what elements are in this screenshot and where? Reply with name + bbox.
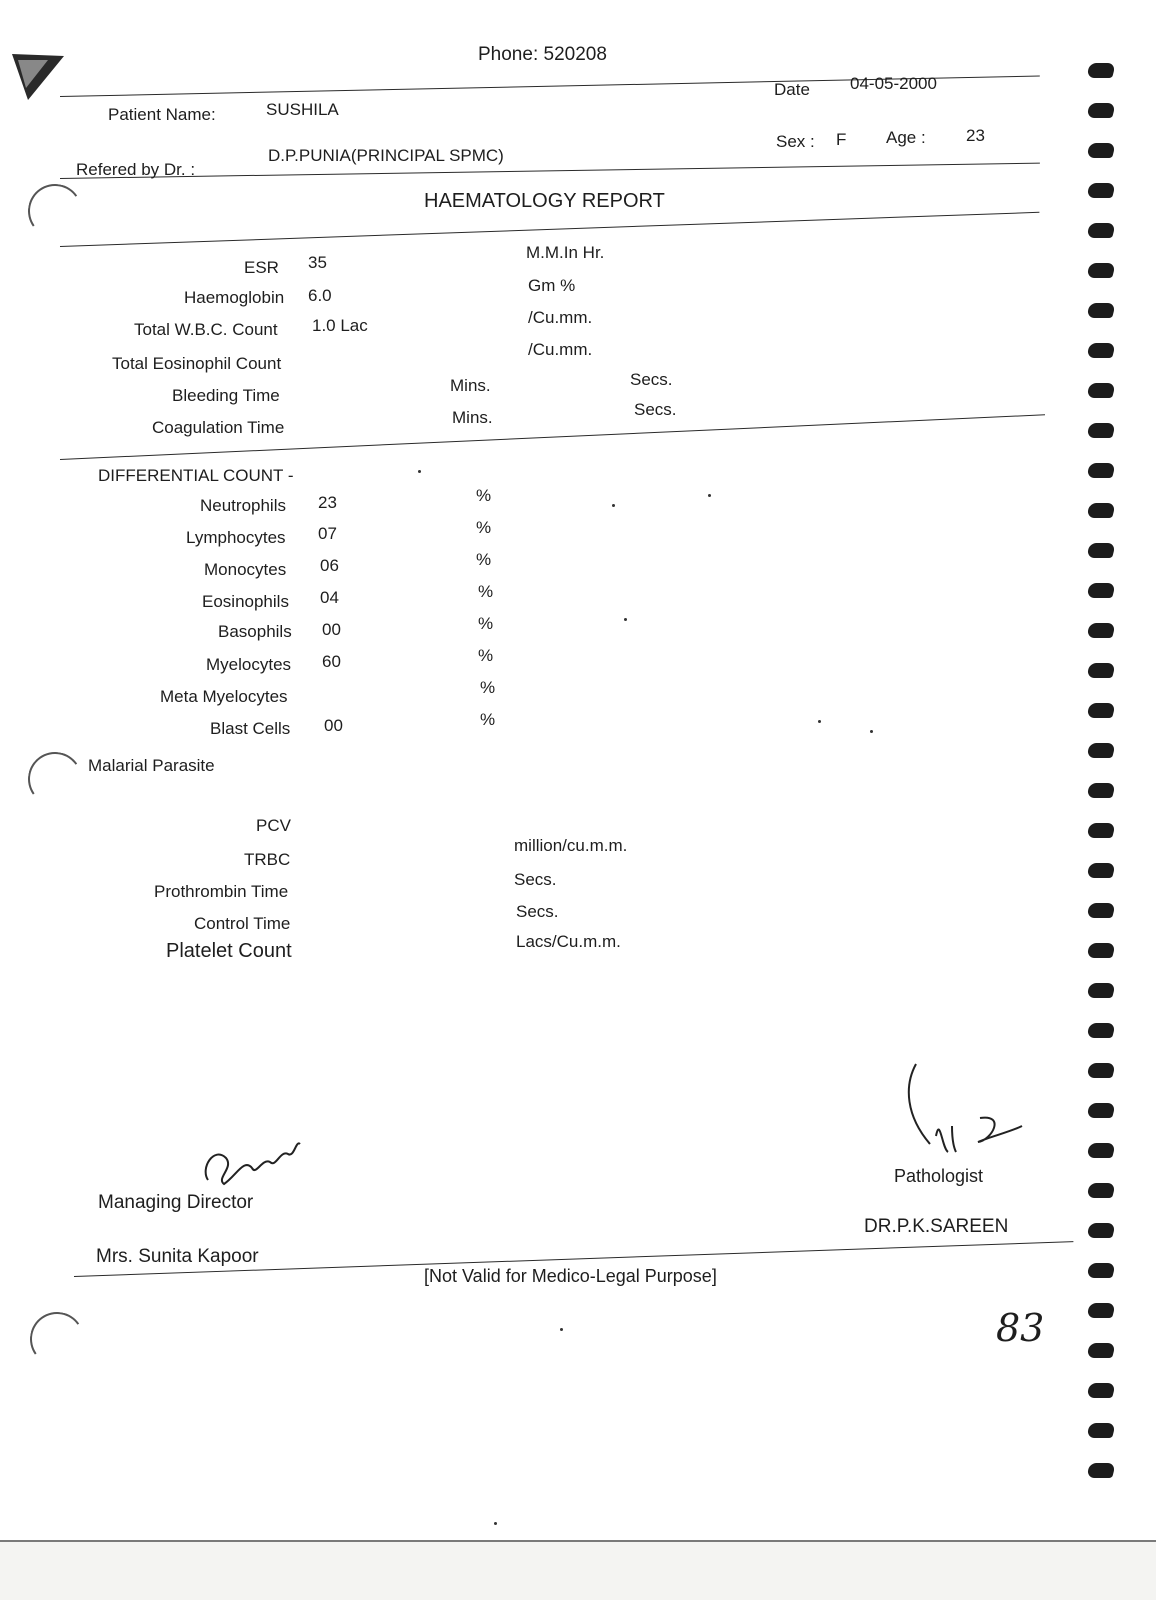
- phone-number: Phone: 520208: [478, 44, 607, 65]
- meta-myelocytes-unit: %: [480, 678, 496, 697]
- monocytes-value: 06: [320, 556, 339, 575]
- eosinophils-unit: %: [478, 582, 494, 601]
- lymphocytes-label: Lymphocytes: [186, 528, 286, 547]
- monocytes-label: Monocytes: [204, 560, 287, 579]
- sex-value: F: [836, 130, 847, 149]
- haemoglobin-value: 6.0: [308, 286, 332, 305]
- binding-holes: [1082, 55, 1122, 1495]
- managing-director-label: Managing Director: [98, 1192, 254, 1213]
- date-value: 04-05-2000: [850, 74, 937, 93]
- bleeding-time-unit: Mins.: [450, 376, 491, 395]
- pcv-label: PCV: [256, 816, 291, 835]
- esr-label: ESR: [244, 258, 279, 277]
- eosinophils-label: Eosinophils: [202, 592, 289, 611]
- corner-mark-icon: [8, 48, 68, 108]
- myelocytes-label: Myelocytes: [206, 655, 292, 674]
- myelocytes-unit: %: [478, 646, 494, 665]
- trbc-unit: million/cu.m.m.: [514, 836, 628, 855]
- basophils-value: 00: [322, 620, 341, 639]
- speck: [818, 720, 821, 723]
- age-value: 23: [966, 126, 985, 145]
- date-label: Date: [774, 80, 810, 99]
- prothrombin-time-label: Prothrombin Time: [154, 882, 289, 901]
- wbc-unit: /Cu.mm.: [528, 308, 593, 327]
- fold-mark: [24, 180, 87, 243]
- monocytes-unit: %: [476, 550, 492, 569]
- bleeding-time-unit2: Secs.: [630, 370, 673, 389]
- neutrophils-label: Neutrophils: [200, 496, 286, 515]
- eosinophils-value: 04: [320, 588, 339, 607]
- pathologist-label: Pathologist: [894, 1166, 984, 1186]
- coagulation-time-unit2: Secs.: [634, 400, 677, 419]
- blast-cells-value: 00: [324, 716, 343, 735]
- report-title: HAEMATOLOGY REPORT: [424, 190, 665, 212]
- haemoglobin-unit: Gm %: [528, 276, 576, 295]
- speck: [870, 730, 873, 733]
- pathologist-signature: [896, 1056, 1036, 1166]
- referred-by-label: Refered by Dr. :: [76, 160, 196, 179]
- disclaimer: [Not Valid for Medico-Legal Purpose]: [424, 1266, 717, 1286]
- blast-cells-label: Blast Cells: [210, 719, 291, 738]
- fold-mark: [26, 1308, 89, 1371]
- speck: [418, 470, 421, 473]
- patient-name-label: Patient Name:: [108, 105, 216, 124]
- speck: [624, 618, 627, 621]
- wbc-value: 1.0 Lac: [312, 316, 368, 335]
- trbc-label: TRBC: [244, 850, 291, 869]
- malarial-parasite-label: Malarial Parasite: [88, 756, 215, 775]
- speck: [560, 1328, 563, 1331]
- speck: [494, 1522, 497, 1525]
- wbc-label: Total W.B.C. Count: [134, 320, 278, 339]
- lymphocytes-value: 07: [318, 524, 337, 543]
- patient-name-value: SUSHILA: [266, 100, 339, 119]
- control-time-unit: Secs.: [516, 902, 559, 921]
- meta-myelocytes-label: Meta Myelocytes: [160, 687, 288, 706]
- eosinophil-count-unit: /Cu.mm.: [528, 340, 593, 359]
- referred-by-value: D.P.PUNIA(PRINCIPAL SPMC): [268, 146, 504, 165]
- age-label: Age :: [886, 128, 926, 147]
- sex-label: Sex :: [776, 132, 815, 151]
- neutrophils-unit: %: [476, 486, 492, 505]
- control-time-label: Control Time: [194, 914, 291, 933]
- platelet-count-unit: Lacs/Cu.m.m.: [516, 932, 621, 951]
- myelocytes-value: 60: [322, 652, 341, 671]
- bleeding-time-label: Bleeding Time: [172, 386, 280, 405]
- rule: [60, 212, 1039, 247]
- platelet-count-label: Platelet Count: [166, 940, 292, 962]
- speck: [612, 504, 615, 507]
- differential-title: DIFFERENTIAL COUNT -: [98, 466, 294, 485]
- managing-director-signature: [196, 1128, 316, 1198]
- haemoglobin-label: Haemoglobin: [184, 288, 285, 307]
- speck: [708, 494, 711, 497]
- lymphocytes-unit: %: [476, 518, 492, 537]
- eosinophil-count-label: Total Eosinophil Count: [112, 354, 282, 373]
- coagulation-time-unit: Mins.: [452, 408, 493, 427]
- coagulation-time-label: Coagulation Time: [152, 418, 285, 437]
- pathologist-name: DR.P.K.SAREEN: [864, 1216, 1009, 1237]
- neutrophils-value: 23: [318, 493, 337, 512]
- basophils-label: Basophils: [218, 622, 292, 641]
- esr-value: 35: [308, 253, 327, 272]
- managing-director-name: Mrs. Sunita Kapoor: [96, 1246, 259, 1267]
- prothrombin-time-unit: Secs.: [514, 870, 557, 889]
- page-number: 83: [996, 1306, 1045, 1350]
- fold-mark: [24, 748, 87, 811]
- rule: [60, 163, 1040, 179]
- basophils-unit: %: [478, 614, 494, 633]
- blast-cells-unit: %: [480, 710, 496, 729]
- esr-unit: M.M.In Hr.: [526, 243, 605, 262]
